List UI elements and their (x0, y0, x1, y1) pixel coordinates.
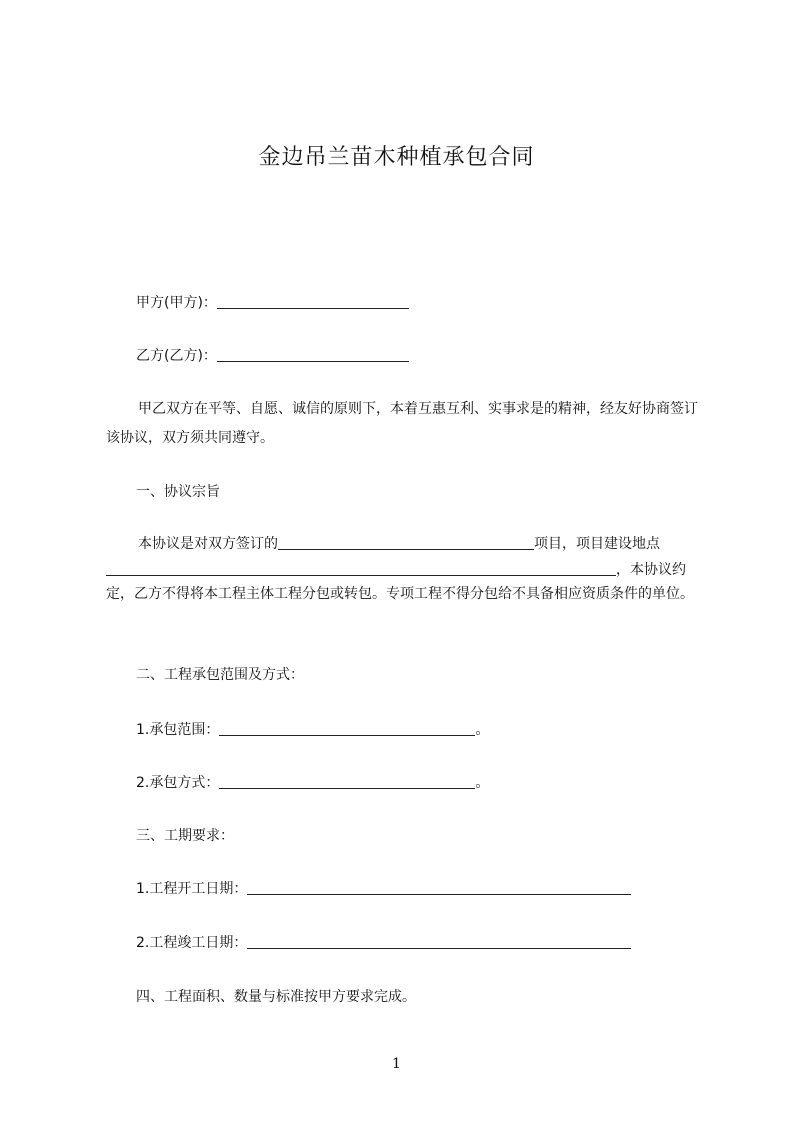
document-title: 金边吊兰苗木种植承包合同 (258, 145, 535, 170)
end-date-label: 2.工程竣工日期： (136, 935, 248, 951)
project-name-blank[interactable] (278, 534, 534, 550)
party-a-line (136, 292, 409, 312)
s1-text-b: 项目，项目建设地点 (534, 536, 660, 552)
s1-line-2 (106, 559, 686, 579)
end-date-blank[interactable] (247, 933, 631, 949)
s1-text-c: ，本协议约 (616, 562, 686, 578)
section-1-heading: 一、协议宗旨 (136, 484, 220, 500)
start-date-line (136, 878, 631, 898)
scope-blank[interactable] (219, 720, 475, 736)
method-blank[interactable] (219, 773, 475, 789)
section-2-heading: 二、工程承包范围及方式： (136, 667, 304, 683)
scope-label: 1.承包范围： (136, 722, 220, 738)
section-4-heading: 四、工程面积、数量与标准按甲方要求完成。 (136, 989, 416, 1005)
party-a-blank[interactable] (217, 293, 409, 309)
project-location-blank[interactable] (106, 560, 616, 576)
s1-text-a: 本协议是对双方签订的 (138, 536, 278, 552)
s1-line-3: 定，乙方不得将本工程主体工程分包或转包。专项工程不得分包给不具备相应资质条件的单位。 (106, 586, 694, 602)
method-line (136, 772, 489, 792)
section-3-heading: 三、工期要求： (136, 828, 234, 844)
party-a-label: 甲方(甲方)： (136, 295, 217, 311)
method-label: 2.承包方式： (136, 775, 220, 791)
party-b-label: 乙方(乙方)： (136, 348, 217, 364)
scope-period: 。 (475, 722, 490, 738)
party-b-line (136, 345, 409, 365)
s1-line-1 (138, 533, 660, 553)
method-period: 。 (475, 775, 490, 791)
end-date-line (136, 932, 631, 952)
scope-line (136, 719, 489, 739)
intro-paragraph: 甲乙双方在平等、自愿、诚信的原则下，本着互惠互利、实事求是的精神，经友好协商签订该协议，双方须共同遵守。 (106, 401, 698, 446)
start-date-label: 1.工程开工日期： (136, 881, 248, 897)
party-b-blank[interactable] (217, 346, 409, 362)
page-number: 1 (392, 1056, 401, 1072)
start-date-blank[interactable] (247, 879, 631, 895)
